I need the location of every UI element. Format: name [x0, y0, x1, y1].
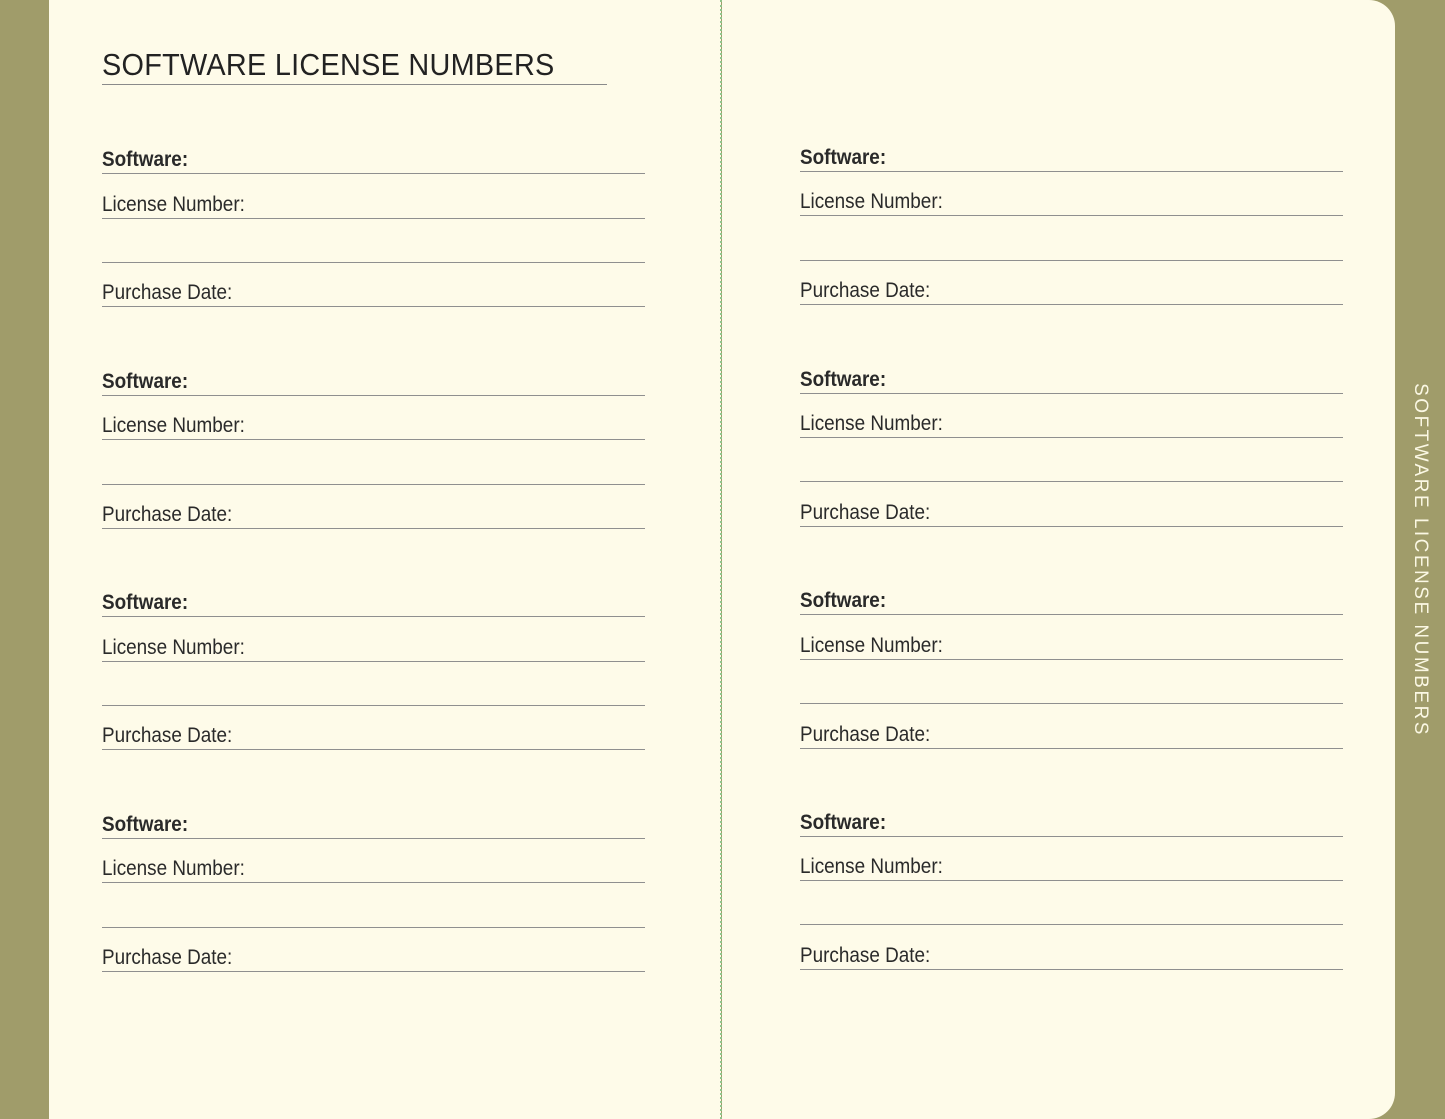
software-label: Software: [800, 589, 887, 612]
license-number-field[interactable] [102, 175, 645, 219]
license-number-field[interactable] [102, 396, 645, 440]
license-number-label: License Number: [102, 636, 245, 659]
software-label: Software: [102, 591, 189, 614]
license-number-continuation-field[interactable] [800, 881, 1343, 925]
software-label: Software: [800, 146, 887, 169]
license-number-label: License Number: [800, 855, 943, 878]
license-number-field[interactable] [800, 837, 1343, 881]
page-title: SOFTWARE LICENSE NUMBERS [102, 46, 607, 85]
software-field[interactable] [800, 128, 1343, 172]
license-number-label: License Number: [800, 634, 943, 657]
license-number-field[interactable] [102, 618, 645, 662]
purchase-date-field[interactable] [102, 263, 645, 307]
purchase-date-label: Purchase Date: [102, 503, 233, 526]
license-number-continuation-field[interactable] [800, 438, 1343, 482]
purchase-date-label: Purchase Date: [102, 946, 233, 969]
license-number-label: License Number: [800, 190, 943, 213]
software-field[interactable] [800, 350, 1343, 394]
purchase-date-field[interactable] [800, 705, 1343, 749]
purchase-date-field[interactable] [800, 261, 1343, 305]
purchase-date-label: Purchase Date: [800, 279, 931, 302]
page-gutter [720, 0, 722, 1119]
purchase-date-label: Purchase Date: [800, 501, 931, 524]
purchase-date-label: Purchase Date: [800, 723, 931, 746]
purchase-date-label: Purchase Date: [800, 944, 931, 967]
side-tab-label: SOFTWARE LICENSE NUMBERS [1410, 383, 1431, 737]
purchase-date-field[interactable] [102, 706, 645, 750]
purchase-date-field[interactable] [800, 926, 1343, 970]
license-number-label: License Number: [102, 193, 245, 216]
software-field[interactable] [800, 793, 1343, 837]
purchase-date-field[interactable] [102, 928, 645, 972]
software-label: Software: [102, 148, 189, 171]
license-number-continuation-field[interactable] [102, 884, 645, 928]
software-field[interactable] [102, 795, 645, 839]
license-number-field[interactable] [800, 394, 1343, 438]
license-number-field[interactable] [102, 839, 645, 883]
license-number-continuation-field[interactable] [800, 217, 1343, 261]
license-number-label: License Number: [102, 857, 245, 880]
software-label: Software: [102, 370, 189, 393]
purchase-date-field[interactable] [102, 485, 645, 529]
license-number-label: License Number: [102, 414, 245, 437]
purchase-date-field[interactable] [800, 483, 1343, 527]
software-field[interactable] [102, 352, 645, 396]
software-field[interactable] [800, 571, 1343, 615]
purchase-date-label: Purchase Date: [102, 281, 233, 304]
software-label: Software: [102, 813, 189, 836]
software-field[interactable] [102, 130, 645, 174]
software-label: Software: [800, 368, 887, 391]
license-number-continuation-field[interactable] [102, 219, 645, 263]
license-number-field[interactable] [800, 616, 1343, 660]
software-field[interactable] [102, 573, 645, 617]
license-number-continuation-field[interactable] [102, 662, 645, 706]
license-number-continuation-field[interactable] [102, 441, 645, 485]
license-number-field[interactable] [800, 172, 1343, 216]
software-label: Software: [800, 811, 887, 834]
license-number-continuation-field[interactable] [800, 660, 1343, 704]
license-number-label: License Number: [800, 412, 943, 435]
purchase-date-label: Purchase Date: [102, 724, 233, 747]
